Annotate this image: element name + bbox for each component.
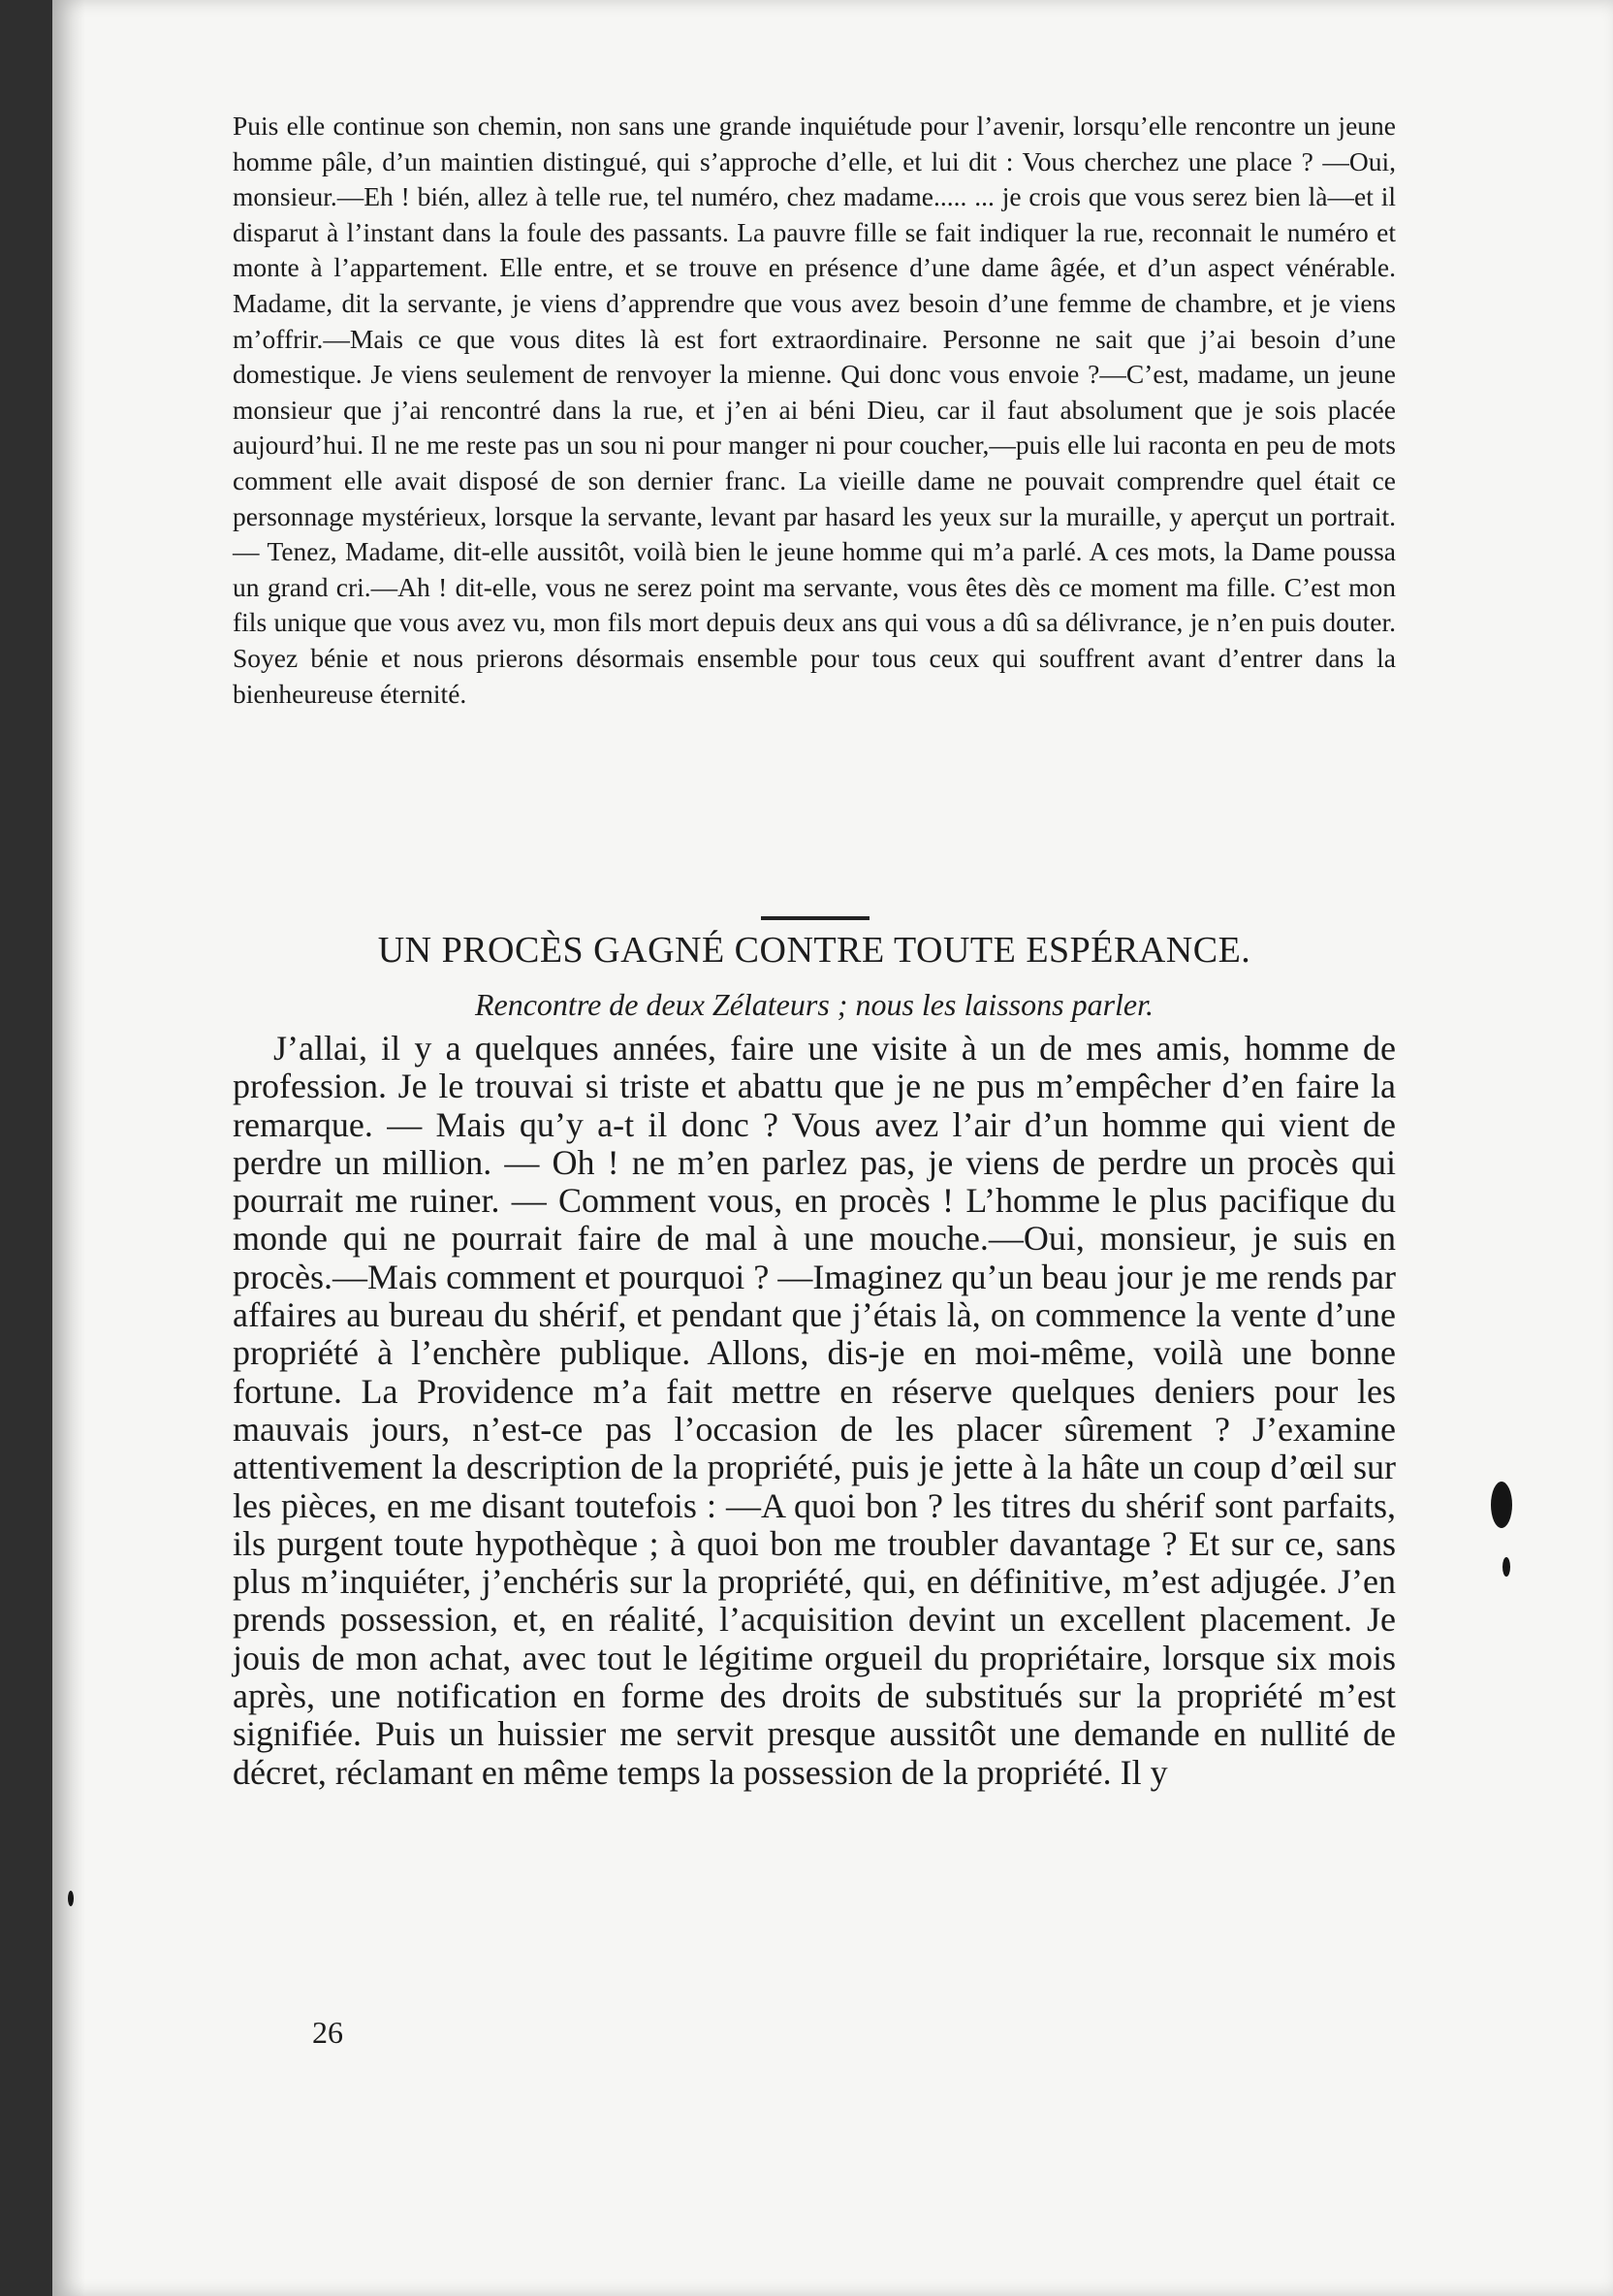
page-edge-shadow (52, 0, 85, 2296)
second-paragraph: J’allai, il y a quelques années, faire une visite à un de mes amis, homme de profession. Je le trouvai si triste et abattu que je ne pus m’empêcher d’en faire la remarque. — Mais qu’y a-t il donc ? Vous avez l’air d’un homme qui vient de perdre un million. — Oh ! ne m’en parlez pas, je viens de perdre un procès qui pourrait me ruiner. — Comment vous, en procès ! L’homme le plus pacifique du monde qui ne pourrait faire de mal à une mouche.—Oui, monsieur, je suis en procès.—Mais comment et pourquoi ? —Imaginez qu’un beau jour je me rends par affaires au bureau du shérif, et pendant que j’étais là, on commence la vente d’une propriété à l’enchère publique. Allons, dis-je en moi-même, voilà une bonne fortune. La Providence m’a fait mettre en réserve quelques deniers pour les mauvais jours, n’est-ce pas l’occasion de les placer sûrement ? J’examine attentivement la description de la propriété, puis je jette à la hâte un coup d’œil sur les pièces, en me disant toutefois : —A quoi bon ? les titres du shérif sont parfaits, ils purgent toute hypothèque ; à quoi bon me troubler davantage ? Et sur ce, sans plus m’inquiéter, j’enchéris sur la propriété, qui, en définitive, m’est adjugée. J’en prends possession, et, en réalité, l’acquisition devint un excellent placement. Je jouis de mon achat, avec tout le légitime orgueil du propriétaire, lorsque six mois après, une notification en forme des droits de substitués sur la propriété m’est signifiée. Puis un huissier me servit presque aussitôt une demande en nullité de décret, réclamant en même temps la possession de la propriété. Il y (233, 1029, 1396, 1792)
second-paragraph-block (233, 1030, 1396, 1792)
section-heading: UN PROCÈS GAGNÉ CONTRE TOUTE ESPÉRANCE. (377, 930, 1251, 971)
ink-edge-mark (68, 1891, 74, 1906)
ink-blot-mark (1491, 1482, 1512, 1528)
section-divider (761, 916, 870, 920)
first-paragraph-block (233, 109, 1396, 712)
ink-speck-mark (1502, 1557, 1510, 1577)
page-number: 26 (312, 2015, 343, 2050)
first-paragraph: Puis elle continue son chemin, non sans une grande inquiétude pour l’avenir, lorsqu’elle rencontre un jeune homme pâle, d’un maintien distingué, qui s’approche d’elle, et lui dit : Vous cherchez une place ? —Oui, monsieur.—Eh ! bién, allez à telle rue, tel numéro, chez madame..... ... je crois que vous serez bien là—et il disparut à l’instant dans la foule des passants. La pauvre fille se fait indiquer la rue, reconnait le numéro et monte à l’appartement. Elle entre, et se trouve en présence d’une dame âgée, et d’un aspect vénérable. Madame, dit la servante, je viens d’apprendre que vous avez besoin d’une femme de chambre, et je viens m’offrir.—Mais ce que vous dites là est fort extraordinaire. Personne ne sait que j’ai besoin d’une domestique. Je viens seulement de renvoyer la mienne. Qui donc vous envoie ?—C’est, madame, un jeune monsieur que j’ai rencontré dans la rue, et j’en ai béni Dieu, car il faut absolument que je sois placée aujourd’hui. Il ne me reste pas un sou ni pour manger ni pour coucher,—puis elle lui raconta en peu de mots comment elle avait disposé de son dernier franc. La vieille dame ne pouvait comprendre quel était ce personnage mystérieux, lorsque la servante, levant par hasard les yeux sur la muraille, y aperçut un portrait. — Tenez, Madame, dit-elle aussitôt, voilà bien le jeune homme qui m’a parlé. A ces mots, la Dame poussa un grand cri.—Ah ! dit-elle, vous ne serez point ma servante, vous êtes dès ce moment ma fille. C’est mon fils unique que vous avez vu, mon fils mort depuis deux ans qui vous a dû sa délivrance, je n’en puis douter. Soyez bénie et nous prierons désormais ensemble pour tous ceux qui souffrent avant d’entrer dans la bienheureuse éternité. (233, 111, 1396, 709)
section-subheading: Rencontre de deux Zélateurs ; nous les laissons parler. (474, 987, 1154, 1022)
